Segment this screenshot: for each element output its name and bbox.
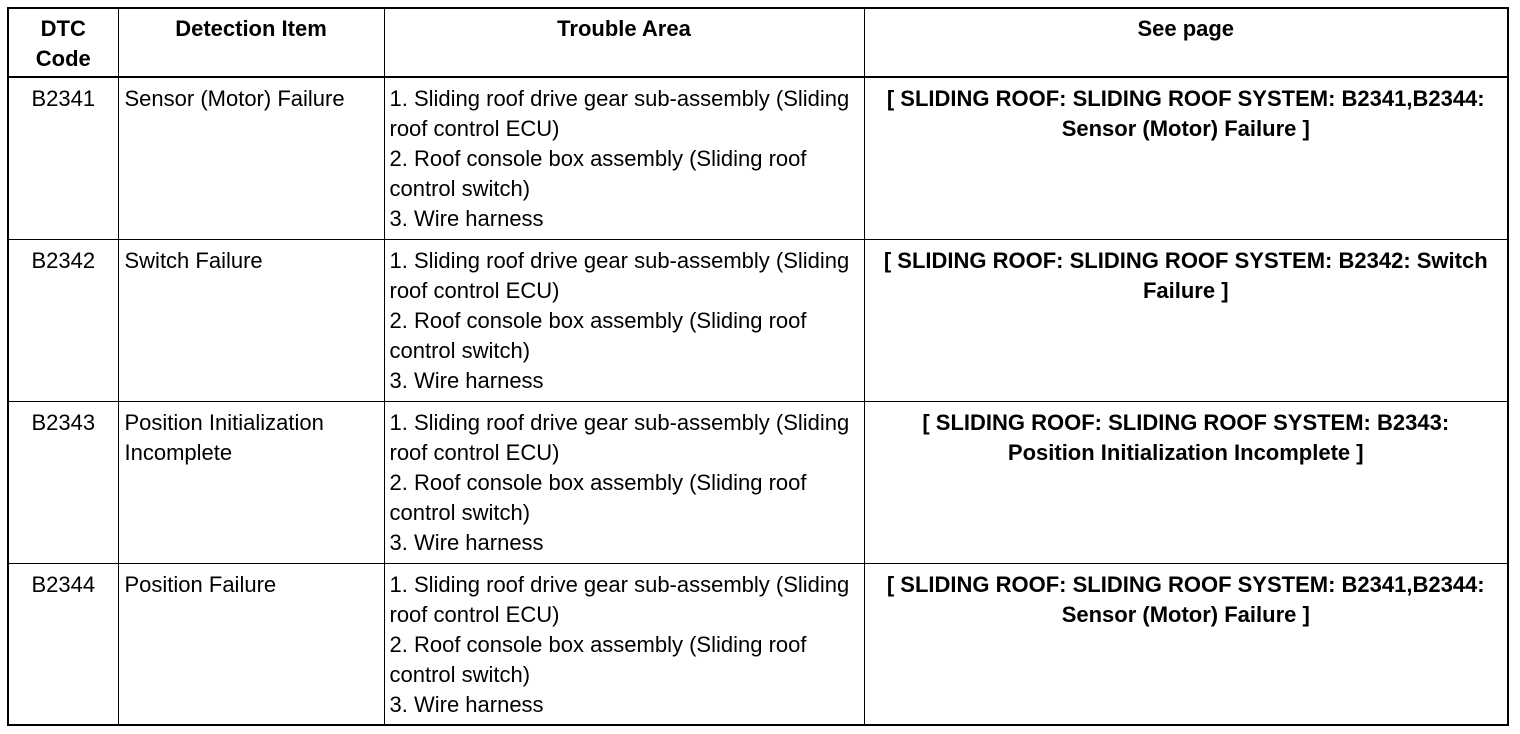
table-body (8, 77, 1508, 725)
trouble-area-cell (384, 77, 864, 239)
table-row (8, 239, 1508, 401)
dtc-table (7, 7, 1509, 726)
dtc-code-cell: B2344 (8, 563, 118, 725)
see-page-link[interactable]: [ SLIDING ROOF: SLIDING ROOF SYSTEM: B2343: Position Initialization Incomplete ] (864, 401, 1508, 563)
table-row (8, 77, 1508, 239)
trouble-area-line: 2. Roof console box assembly (Sliding roof control switch) (389, 469, 807, 525)
header-dtc-code (8, 8, 118, 77)
dtc-table-container (7, 7, 1509, 726)
header-row (8, 8, 1508, 77)
trouble-area-line: 1. Sliding roof drive gear sub-assembly (Sliding roof control ECU) (389, 247, 850, 303)
see-page-link[interactable]: [ SLIDING ROOF: SLIDING ROOF SYSTEM: B2342: Switch Failure ] (864, 239, 1508, 401)
trouble-area-line: 3. Wire harness (389, 206, 544, 231)
trouble-area-line: 3. Wire harness (389, 691, 544, 717)
dtc-code-cell: B2341 (8, 77, 118, 239)
detection-item-cell: Sensor (Motor) Failure (118, 77, 384, 239)
trouble-area-line: 1. Sliding roof drive gear sub-assembly (Sliding roof control ECU) (389, 409, 850, 465)
trouble-area-cell (384, 563, 864, 725)
trouble-area-line: 1. Sliding roof drive gear sub-assembly (Sliding roof control ECU) (389, 571, 850, 627)
detection-item-cell: Position Initialization Incomplete (118, 401, 384, 563)
table-header (8, 8, 1508, 77)
header-trouble-area: Trouble Area (384, 8, 864, 77)
dtc-code-cell: B2342 (8, 239, 118, 401)
header-dtc-code-line2: Code (35, 46, 91, 71)
detection-item-cell: Switch Failure (118, 239, 384, 401)
trouble-area-cell (384, 239, 864, 401)
header-detection-item: Detection Item (118, 8, 384, 77)
see-page-link[interactable]: [ SLIDING ROOF: SLIDING ROOF SYSTEM: B2341,B2344: Sensor (Motor) Failure ] (864, 77, 1508, 239)
trouble-area-cell (384, 401, 864, 563)
trouble-area-line: 2. Roof console box assembly (Sliding roof control switch) (389, 146, 807, 201)
dtc-code-cell: B2343 (8, 401, 118, 563)
header-dtc-code-line1: DTC (40, 16, 86, 41)
table-row (8, 563, 1508, 725)
see-page-link[interactable]: [ SLIDING ROOF: SLIDING ROOF SYSTEM: B2341,B2344: Sensor (Motor) Failure ] (864, 563, 1508, 725)
trouble-area-line: 3. Wire harness (389, 529, 544, 555)
header-see-page: See page (864, 8, 1508, 77)
detection-item-cell: Position Failure (118, 563, 384, 725)
trouble-area-line: 2. Roof console box assembly (Sliding roof control switch) (389, 307, 807, 363)
trouble-area-line: 2. Roof console box assembly (Sliding roof control switch) (389, 631, 807, 687)
trouble-area-line: 3. Wire harness (389, 367, 544, 393)
trouble-area-line: 1. Sliding roof drive gear sub-assembly (Sliding roof control ECU) (389, 86, 850, 141)
table-row (8, 401, 1508, 563)
